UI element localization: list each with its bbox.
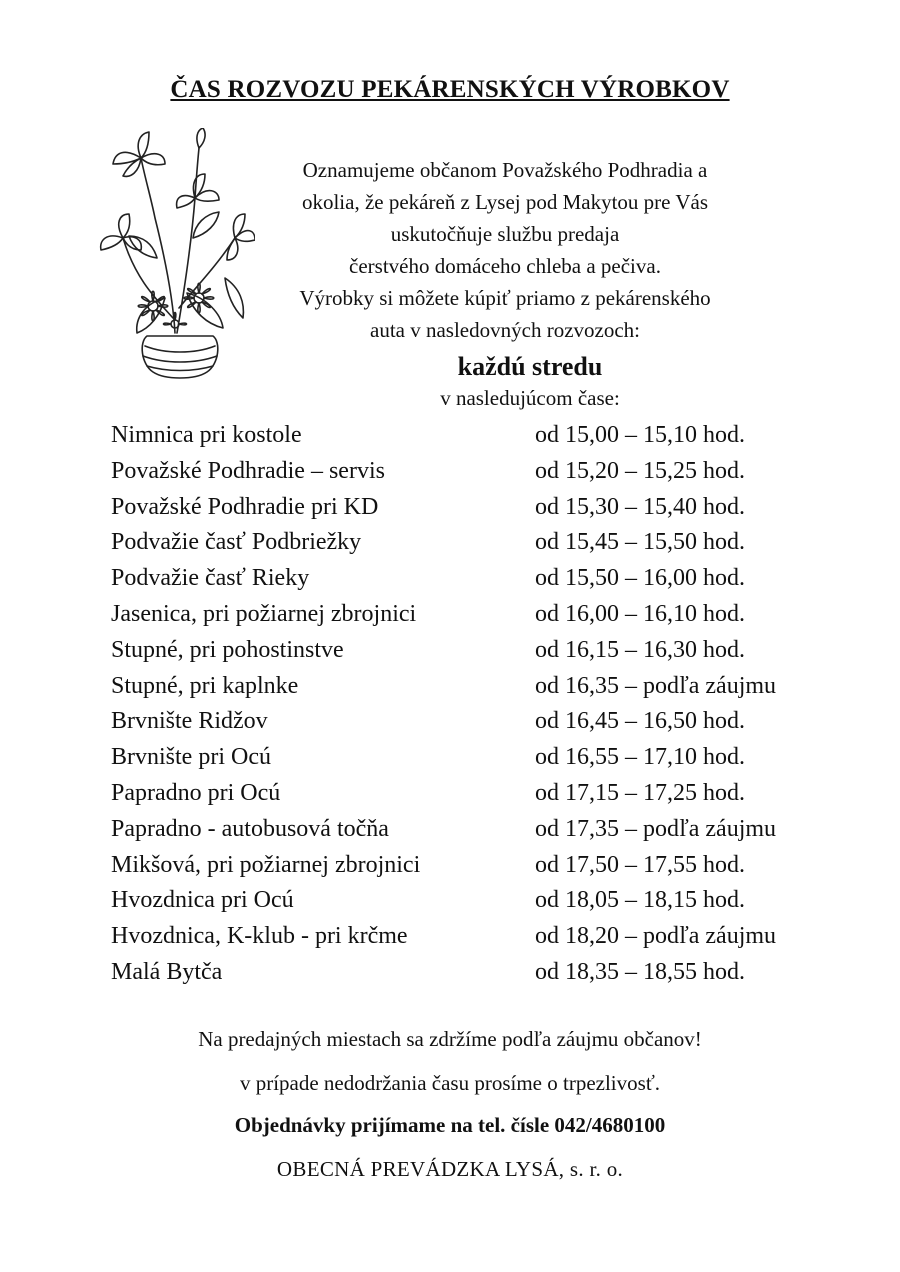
- intro-line: Výrobky si môžete kúpiť priamo z pekárenského: [299, 286, 711, 310]
- intro-text: [270, 154, 740, 346]
- schedule-row: [0, 919, 900, 955]
- stop-time: od 17,15 – 17,25 hod.: [535, 779, 745, 806]
- schedule-row: [0, 633, 900, 669]
- schedule-row: [0, 454, 900, 490]
- company-name: OBECNÁ PREVÁDZKA LYSÁ, s. r. o.: [276, 1157, 624, 1181]
- stop-place: Papradno pri Ocú: [111, 779, 281, 806]
- stop-time: od 15,45 – 15,50 hod.: [535, 529, 745, 556]
- schedule-row: [0, 597, 900, 633]
- page-title: ČAS ROZVOZU PEKÁRENSKÝCH VÝROBKOV: [170, 76, 730, 103]
- stop-place: Nimnica pri kostole: [111, 422, 302, 448]
- stop-time: od 18,35 – 18,55 hod.: [535, 958, 745, 985]
- schedule-row: [0, 955, 900, 991]
- stop-place: Brvnište Ridžov: [111, 708, 268, 735]
- time-intro: v nasledujúcom čase:: [440, 386, 620, 410]
- stop-time: od 16,35 – podľa záujmu: [535, 672, 777, 699]
- schedule-row: [0, 740, 900, 776]
- stop-place: Stupné, pri kaplnke: [111, 672, 299, 699]
- stop-time: od 18,20 – podľa záujmu: [535, 923, 777, 950]
- stop-time: od 16,15 – 16,30 hod.: [535, 636, 745, 663]
- stop-time: od 16,45 – 16,50 hod.: [535, 708, 745, 735]
- schedule-row: [0, 418, 900, 454]
- intro-line: uskutočňuje službu predaja: [390, 222, 620, 246]
- footer-note-patience: v prípade nedodržania času prosíme o trpezlivosť.: [239, 1071, 661, 1095]
- schedule-row: [0, 561, 900, 597]
- order-phone: Objednávky prijímame na tel. čísle 042/4680100: [234, 1113, 666, 1137]
- schedule-row: [0, 669, 900, 705]
- stop-time: od 15,20 – 15,25 hod.: [535, 457, 745, 484]
- footer-note: Na predajných miestach sa zdržíme podľa záujmu občanov!: [198, 1027, 702, 1051]
- flower-vase-icon: [95, 128, 255, 390]
- schedule-row: [0, 525, 900, 561]
- stop-time: od 16,00 – 16,10 hod.: [535, 600, 745, 627]
- schedule-row: [0, 490, 900, 526]
- schedule-row: [0, 883, 900, 919]
- stop-place: Považské Podhradie pri KD: [111, 493, 379, 520]
- stop-time: od 15,30 – 15,40 hod.: [535, 493, 745, 520]
- intro-line: čerstvého domáceho chleba a pečiva.: [349, 254, 661, 278]
- stop-time: od 17,35 – podľa záujmu: [535, 815, 777, 842]
- stop-time: od 18,05 – 18,15 hod.: [535, 887, 745, 914]
- stop-time: od 16,55 – 17,10 hod.: [535, 744, 745, 771]
- stop-place: Hvozdnica, K-klub - pri krčme: [111, 923, 408, 950]
- stop-place: Podvažie časť Rieky: [111, 565, 310, 592]
- stop-place: Papradno - autobusová točňa: [111, 815, 389, 842]
- schedule-row: [0, 776, 900, 812]
- schedule-list: [0, 418, 900, 991]
- stop-place: Podvažie časť Podbriežky: [111, 529, 362, 556]
- stop-place: Brvnište pri Ocú: [111, 744, 271, 771]
- stop-time: od 15,50 – 16,00 hod.: [535, 565, 745, 592]
- schedule-row: [0, 812, 900, 848]
- stop-time: od 17,50 – 17,55 hod.: [535, 851, 745, 878]
- stop-place: Hvozdnica pri Ocú: [111, 887, 294, 914]
- stop-place: Malá Bytča: [111, 958, 223, 985]
- intro-line: auta v nasledovných rozvozoch:: [370, 318, 640, 342]
- schedule-row: [0, 704, 900, 740]
- stop-time: od 15,00 – 15,10 hod.: [535, 422, 745, 448]
- intro-line: Oznamujeme občanom Považského Podhradia a: [302, 158, 708, 182]
- stop-place: Považské Podhradie – servis: [111, 457, 385, 484]
- intro-line: okolia, že pekáreň z Lysej pod Makytou pre Vás: [301, 190, 709, 214]
- weekday-heading: každú stredu: [457, 352, 603, 381]
- schedule-row: [0, 848, 900, 884]
- stop-place: Jasenica, pri požiarnej zbrojnici: [111, 600, 417, 627]
- stop-place: Stupné, pri pohostinstve: [111, 636, 344, 663]
- stop-place: Mikšová, pri požiarnej zbrojnici: [111, 851, 421, 878]
